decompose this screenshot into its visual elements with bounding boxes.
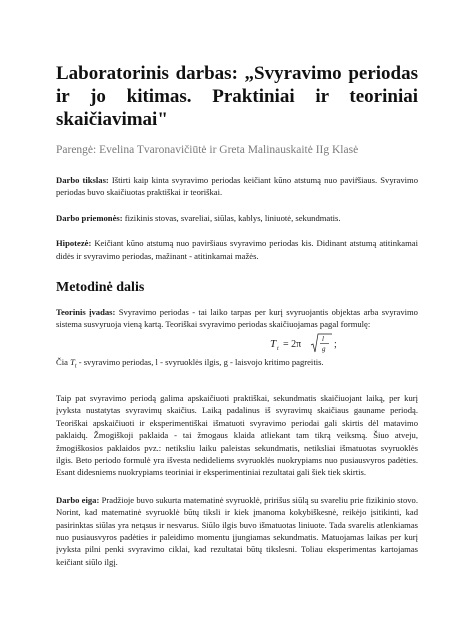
cia-text: - svyravimo periodas, l - svyruoklės ilgis, g - laisvojo kritimo pagreitis.: [76, 356, 324, 367]
label-priemones: Darbo priemonės:: [56, 212, 123, 223]
text-ivadas: Svyravimo periodas - tai laiko tarpas per kurį svyruojantis objektas arba svyravimo sistema susvyruoja vieną kartą. Teoriškai svyravimo periodas skaičiuojamas pagal formulę:: [56, 307, 418, 330]
text-hipoteze: Keičiant kūno atstumą nuo paviršiaus svyravimo periodas kis. Didinant atstumą atitinkamai didės ir svyravimo periodas, mažinant - atitinkamai mažės.: [56, 238, 418, 261]
text-priemones: fizikinis stovas, svareliai, siūlas, kablys, liniuotė, sekundmatis.: [122, 212, 341, 223]
text-eiga: Pradžioje buvo sukurta matematinė svyruoklė, pririšus siūlą su svareliu prie fizikinio stovo. Norint, kad matematinė svyruoklė būtų tiksli ir kiek įmanoma kokybiškesnė, reikėjo įsitikinti, kad pasirinktas siūlas yra netąsus ir nesvarus. Siūlo ilgis buvo išmatuotas liniuote. Tada svarelis atlenkiamas nuo pusiausvyros padėties ir paleidimo momentu įjungiamas sekundmatis. Matuojamas laikas per kurį įvyksta pilni penki svyravimo ciklai, kad rezultatai būtų tikslesni. Toliau eksperimentas kartojamas keičiant siūlo ilgį.: [56, 494, 418, 567]
cia-T-sub: t: [74, 363, 77, 370]
paragraph-tikslas: [56, 174, 418, 199]
formula-lhs: T: [270, 337, 277, 350]
label-ivadas: Teorinis įvadas:: [56, 307, 116, 318]
label-eiga: Darbo eiga:: [56, 494, 100, 505]
paragraph-priemones: [56, 212, 418, 224]
paragraph-taip: Taip pat svyravimo periodą galima apskaičiuoti praktiškai, sekundmatis skaičiuojant laiką, per kurį įvyksta nustatytas svyravimų skaičius. Laiką padalinus iš svyravimų skaičiaus gauname periodą. Teoriškai apskaičiuoti ir eksperimentiškai išmatuoti svyravimo periodai gali skirtis dėl matavimo paklaidų. Žmogiškoji paklaida - tai žmogaus klaida atliekant tam tikrą veiksmą. Šiuo atveju, žmogiškosios paklaidos pvz.: netiksliu laiku paleistas sekundmatis, netiksliai išmatuotas svyruoklės ilgis. Beto periodo formulė yra išvesta nedideliems svyruoklės nuokrypiams nuo pusiausvyros padėties. Esant didesniems nuokrypiams teoriniai ir eksperimentiniai rezultatai gali šiek tiek skirtis.: [56, 392, 418, 478]
cia-T: T: [70, 356, 75, 367]
page-title: Laboratorinis darbas: „Svyravimo periodas ir jo kitimas. Praktiniai ir teoriniai skaičiavimai": [56, 63, 418, 130]
formula-eq: = 2π: [283, 338, 302, 350]
period-formula: [56, 332, 418, 356]
text-tikslas: Ištirti kaip kinta svyravimo periodas keičiant kūno atstumą nuo pavir̃šiaus. Svyravimo periodas buvo skaičiuotas praktiškai ir teoriškai.: [56, 175, 418, 198]
formula-numerator: l: [322, 334, 324, 343]
paragraph-cia: [56, 356, 418, 373]
label-hipoteze: Hipotezė:: [56, 238, 92, 249]
paragraph-ivadas: [56, 306, 418, 331]
author-line: Parengė: Evelina Tvaronavičiūtė ir Greta Malinauskaitė IIg Klasė: [56, 144, 359, 156]
formula-denominator: g: [322, 344, 326, 353]
section-heading: Metodinė dalis: [56, 280, 145, 296]
paragraph-eiga: [56, 494, 418, 568]
formula-graphic: [270, 332, 350, 356]
cia-prefix: Čia: [56, 356, 71, 367]
formula-end: ;: [334, 338, 337, 350]
formula-lhs-sub: t: [277, 345, 279, 352]
paragraph-hipoteze: [56, 237, 418, 262]
label-tikslas: Darbo tikslas:: [56, 175, 109, 185]
